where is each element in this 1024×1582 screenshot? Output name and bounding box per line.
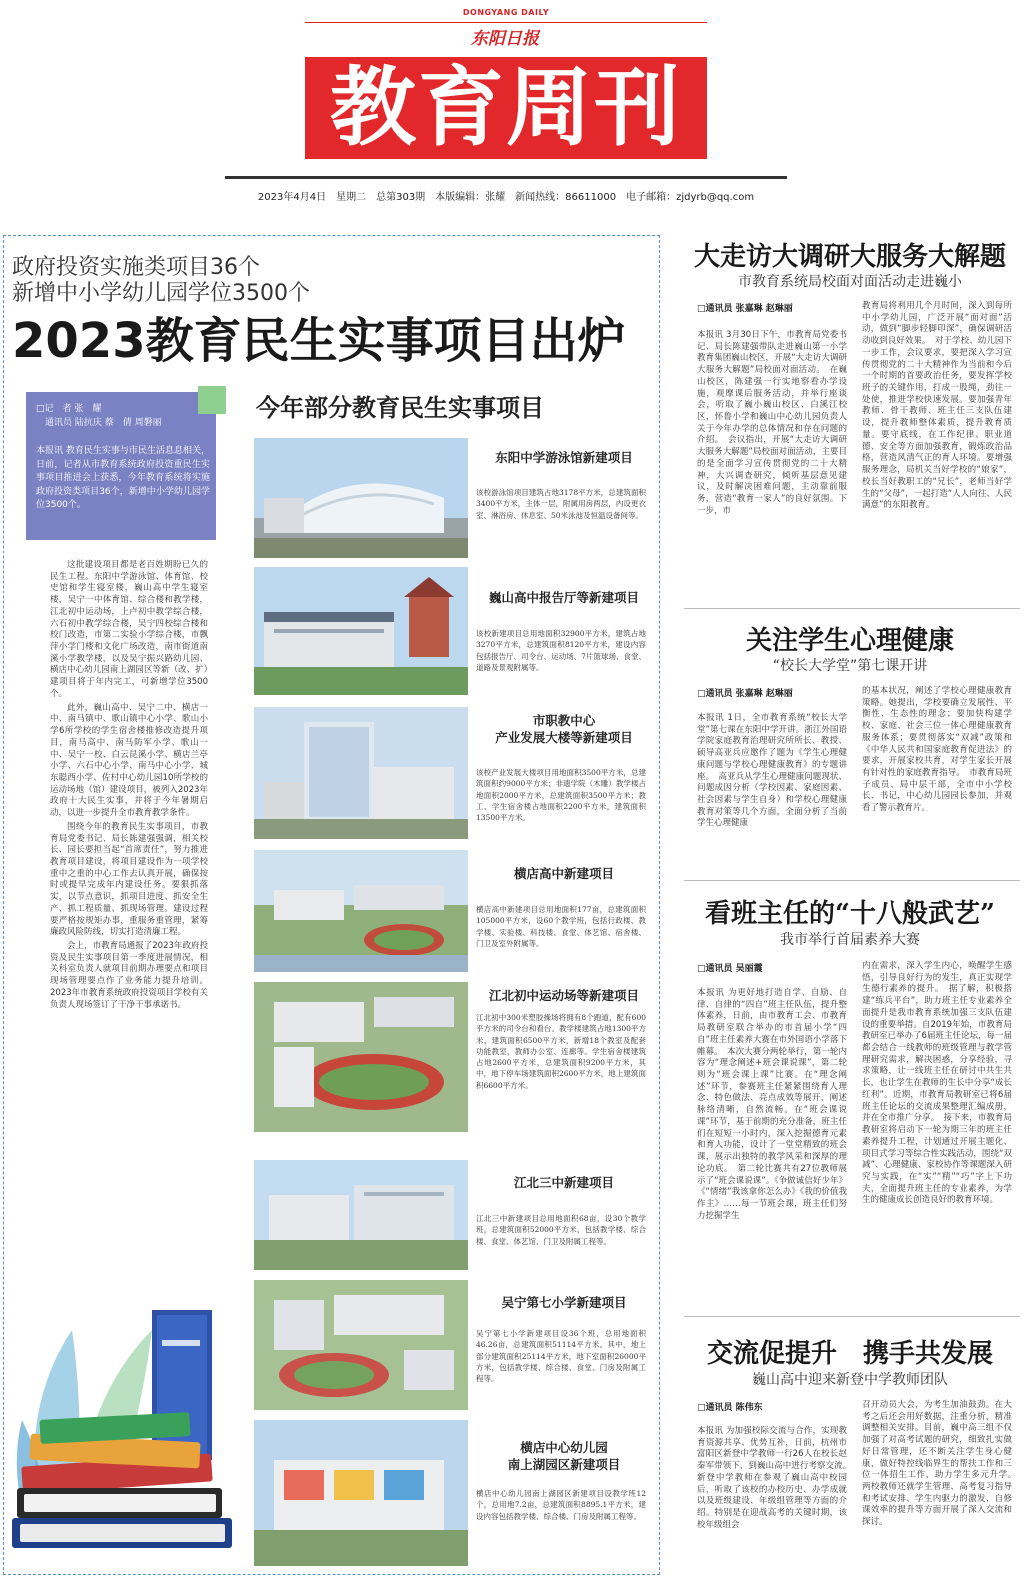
- project-2-title: 巍山高中报告厅等新建项目: [488, 590, 639, 605]
- projects-section-title: 今年部分教育民生实事项目: [256, 393, 544, 422]
- lead-subtitle-1: 政府投资实施类项目36个: [12, 255, 260, 280]
- lead-byline-reporter: □记 者 张 耀: [36, 404, 102, 414]
- story-3-column-1: 本报讯 1日，全市教育系统“校长大学堂”第七课在东阳中学开讲。浙江外国语学院家庭教育治理研究所所长、教授、硕导高亚兵应邀作了题为《学生心理健康问题与学校心理健康教育》的专题讲座。 高亚兵从学生心理健康问题现状、问题成因分析（学校因素、家庭因素、社会因素与学生自身）和学校心理健康教育对策等几个方面，全面分析了当前学生心理健康: [697, 713, 847, 829]
- project-4-description: 横店高中新建项目总用地面积177亩，总建筑面积105000平方米，设60个教学班，包括行政楼、教学楼、实验楼、科技楼、食堂、体艺馆、宿舍楼、门卫及室外附属等。: [476, 905, 646, 948]
- masthead-english-name: DONGYANG DAILY: [462, 8, 550, 17]
- story-4-column-2: 内在需求，深入学生内心，唤醒学生感悟，引导良好行为的发生，真正实现学生德行素养的提升。 据了解，积极搭建“练兵平台”，助力班主任专业素养全面提升是我市教育系统加强三支队伍建设的重要举措。自2019年始，市教育局教研室已举办了6届班主任论坛，每一届都会结合一线教师的班级管理与教学管理研究需求，解决困惑，分享经验，寻求策略，让一线班主任在研讨中共生共长，也让学生在教师的生长中分享“成长红利”。近期，市教育局教研室已将6届班主任论坛的交流成果整理汇编成册，并在全市推广分享。 接下来，市教育局教研室将启动下一轮为期三年的班主任素养提升工程，计划通过开展主题化、项目式学习等综合性实践活动，围绕“双减”、心理健康、家校协作等课题深入研究与实践，在“实”“精”“巧”字上下功夫，全面提升班主任的专业素养，为学生的健康成长创造良好的教育环境。: [862, 961, 1012, 1206]
- lead-body-paragraph-4: 会上，市教育局通报了2023年政府投资及民生实事项目第一季度进展情况，相关科室负责人就项目前期办理要点和项目现场管理要点作了业务能力提升培训。2023年市教育系统政府投资项目学校有关负责人现场签订了干净干事承诺书。: [50, 941, 208, 1010]
- project-6-description: 江北三中新建项目总用地面积68亩，设30个教学班，总建筑面积52000平方米，包括教学楼、综合楼、食堂、体艺馆、门卫及附属工程等。: [476, 1214, 646, 1246]
- project-7-rendering: [254, 1280, 468, 1410]
- story-2-separator: [684, 608, 1020, 609]
- story-2-headline: 大走访大调研大服务大解题: [693, 242, 1006, 272]
- lead-byline-correspondents: 通讯员 陆抗庆 蔡 倩 周磐丽: [36, 417, 162, 428]
- project-1-description: 该校游泳馆项目建筑占地3178平方米，总建筑面积3400平方米，主体一层，附属用房两层，内设更衣室、淋浴房、休息室、50米泳池及恒温设备间等。: [476, 488, 646, 520]
- project-8-title-text: 横店中心幼儿园 南上湖园区新建项目: [507, 1440, 621, 1472]
- project-3-title-text: 市职教中心 产业发展大楼等新建项目: [495, 713, 633, 745]
- story-3-column-2: 的基本状况，阐述了学校心理健康教育策略。她提出，学校要确立发展性、平衡性、生态性的理念；要加快构建学校、家庭、社会三位一体心理健康教育服务体系；要贯彻落实“双减”政策和《中华人民共和国家庭教育促进法》的要求，开展家校共育，对学生家长开展有针对性的家庭教育指导。 市教育局班子成员、局中层干部，全市中小学校长、书记，中心幼儿园园长参加，并观看了警示教育片。: [862, 686, 1012, 814]
- story-2-column-2: 教育局将利用几个月时间，深入到每所中小学幼儿园，广泛开展“面对面”活动，做到“脚步轻脚印深”，确保调研活动收到良好效果。 对于学校、幼儿园下一步工作，会议要求，要把深入学习宣传贯彻党的二十大精神作为当前和今后一个时期的首要政治任务，要发挥学校班子的关键作用，打成一股绳，劲往一处使，推进学校快速发展。要加强青年教师、骨干教师、班主任三支队伍建设，提升教师整体素质，提升教育质量。要守底线，在工作纪律、职业道德、安全等方面加强教育，锻炼政治品格，营造风清气正的育人环境。要增强服务理念，局机关当好学校的“娘家”，校长当好教职工的“兄长”，老师当好学生的“父母”，一起打造“人人向往、人民满意”的东阳教育。: [862, 301, 1012, 511]
- story-5-headline: 交流促提升 携手共发展: [706, 1339, 993, 1369]
- story-3-separator: [684, 880, 1020, 881]
- project-1-title: 东阳中学游泳馆新建项目: [495, 450, 633, 465]
- story-4-headline: 看班主任的“十八般武艺”: [705, 899, 995, 929]
- project-6-rendering: [254, 1160, 468, 1270]
- masthead-top-rule: [305, 22, 707, 23]
- story-4-separator: [684, 1316, 1020, 1317]
- story-4-subhead: 我市举行首届素养大赛: [780, 932, 920, 948]
- story-3-byline: □通讯员 张嘉琳 赵琳丽: [697, 689, 793, 699]
- lead-body: [50, 560, 208, 1011]
- story-3-headline: 关注学生心理健康: [745, 626, 954, 656]
- project-5-title: 江北初中运动场等新建项目: [488, 988, 639, 1003]
- story-5-column-2: 召开动员大会，为考生加油鼓劲。在大考之后还会用好数据，注重分析，精准调整相关安排。目前，巍中高三组不仅加强了对高考试题的研究，细致扎实做好日常管理，还不断关注学生身心健康，做好特控线临界生的帮扶工作和三位一体招生工作，助力学生多元升学。 两校教师还就学生管理、高考复习指导和考试安排、学生内驱力的激发、自修课效率的提升等方面开展了深入交流和探讨。: [862, 1400, 1021, 1528]
- project-3-rendering: [254, 707, 468, 839]
- story-2-byline: □通讯员 张嘉琳 赵琳丽: [697, 304, 793, 314]
- story-3-subhead: “校长大学堂”第七课开讲: [772, 658, 928, 674]
- issue-meta: 2023年4月4日 星期二 总第303期 本版编辑：张耀 新闻热线：86611000 电子邮箱：zjdyrb@qq.com: [257, 192, 755, 203]
- project-7-description: 吴宁第七小学新建项目设36个班，总用地面积46.26亩，总建筑面积51114平方米。其中，地上部分建筑面积25114平方米，地下室面积26000平方米，包括教学楼、综合楼、食堂、门房及附属工程等。: [476, 1329, 646, 1383]
- project-2-description: 该校新建项目总用地面积32900平方米，建筑占地3270平方米，总建筑面积8120平方米，建设内容包括报告厅、司令台、运动场、7片篮球场、食堂、道路及景观附属等。: [476, 629, 646, 672]
- project-8-title: [476, 1440, 652, 1474]
- project-7-title: 吴宁第七小学新建项目: [501, 1295, 627, 1310]
- lead-body-paragraph-1: 这批建设项目都是老百姓期盼已久的民生工程。东阳中学游泳馆、体育馆、校史馆和学生寝室楼，巍山高中学生寝室楼，吴宁一中体育馆、综合楼和教学楼，江北初中运动场，上卢初中教学综合楼，六石初中教学综合楼，吴宁四校综合楼和校门改造，市第二实验小学综合楼，市飘萍小学门楼和文化广场改造，南市街道南溪小学教学楼，以及吴宁振兴路幼儿园、横店中心幼儿园南上湖园区等新（改、扩）建项目将于年内完工，可新增学位3500个。: [50, 560, 208, 699]
- project-4-rendering: [254, 850, 468, 972]
- project-3-title: [476, 713, 652, 747]
- project-8-rendering: [254, 1420, 468, 1566]
- lead-headline: 2023教育民生实事项目出炉: [12, 313, 626, 369]
- lead-body-paragraph-2: 此外，巍山高中、吴宁二中、横店一中、南马镇中、歌山镇中心小学、歌山小学6所学校的学生宿舍楼推修改造提升项目，南马高中、南马防军小学、歌山一中、吴宁一校、白云昆溪小学、横店兰亭小学、六石中心小学、南马中心小学、城东聪西小学、佐村中心幼儿园10所学校的运动场地（馆）建设项目，被列入2023年政府十大民生实事，并将于今年暑期启动，以进一步提升全市教育教学条件。: [50, 702, 208, 819]
- books-illustration: [12, 1270, 242, 1560]
- lead-paragraph: 本报讯 教育民生实事与市民生活息息相关，日前，记者从市教育系统政府投资重民生实事项目推进会上获悉，今年教育系统将实施政府投资类项目36个，新增中小学幼儿园学位3500个。: [36, 446, 210, 510]
- story-5-byline: □通讯员 陈伟东: [697, 1403, 763, 1413]
- project-1-rendering: [254, 438, 468, 558]
- story-5-subhead: 巍山高中迎来新登中学教师团队: [752, 1372, 948, 1388]
- project-8-description: 横店中心幼儿园南上湖园区新建项目设教学班12个，总用地7.2亩，总建筑面积8895.1平方米，建设内容包括教学楼、综合楼、门房及附属工程等。: [476, 1489, 646, 1521]
- story-2-subhead: 市教育系统局校面对面活动走进巍小: [738, 274, 962, 290]
- masthead-bottom-rule: [225, 176, 787, 179]
- lead-body-paragraph-3: 围绕今年的教育民生实事项目，市教育局党委书记、局长陈建强强调，相关校长、园长要担当起“首席责任”，努力推进教育项目建设，将项目建设作为一项学校重中之重的中心工作去认真开展，确保按时或提早完成年内建设任务。要狠抓落实，以节点意识，抓项目进度、抓安全生产、抓工程质量、抓现场管理。建设过程要严格按规矩办事，重服务重管理，紧筹廉政风险防线，切实打造清廉工程。: [50, 821, 208, 938]
- story-2-column-1: 本报讯 3月30日下午，市教育局党委书记、局长陈建强带队走进巍山第一小学教育集团巍山校区，开展“大走访大调研大服务大解题”局校面对面活动。 在巍山校区，陈建强一行实地察看办学设施，观摩课后服务活动，并举行座谈会，听取了巍小巍山校区、白溪江校区，怀鲁小学和巍山中心幼儿园负责人关于今年办学的总体情况和存在问题的介绍。 会议指出，开展“大走访大调研大服务大解题”局校面对面活动，主要目的是全面学习宣传贯彻党的二十大精神，大兴调查研究，倾听基层意见建议，及时解决困难问题，主动靠前服务，营造“教育一家人”的良好氛围。下一步，市: [697, 330, 847, 516]
- story-5-column-1: 本报讯 为加强校际交流与合作，实现教育资源共享、优势互补，日前，杭州市富阳区新登中学教师一行26人在校长赵秦军带领下，到巍山高中进行考察交流。 新登中学教师在参观了巍山高中校园后，听取了该校的办校历史、办学成就以及班级建设、年级组管理等方面的介绍。特别是在迎战高考的关键时期，该校年级组会: [697, 1426, 856, 1530]
- masthead-title: 教育周刊: [330, 58, 682, 158]
- project-6-title: 江北三中新建项目: [513, 1175, 614, 1190]
- story-4-column-1: 本报讯 为更好地打造自学、自励、自律、自律的“四自”班主任队伍，提升整体素养，日前，由市教育工会、市教育局教研室联合举办的市首届小学“四自”班主任素养大赛在市外国语小学落下帷幕。 本次大赛分两轮举行，第一轮内容为“理念阐述+班会课说课”，第二轮则为“班会课上课”比赛。在“理念阐述”环节，参赛班主任紧紧围绕育人理念、特色做法、亮点成效等展开，阐述脉络清晰，自然流畅。在“班会课说课”环节，基于前期的充分准备，班主任们在短短一小时内，深入挖掘德育元素和育人功能，设计了一堂堂精致的班会课，展示出独特的教学风采和深厚的理论功底。 第二轮比赛共有27位教师展示了“班会课说课”。《争做诚信好少年》《“情绪”我该拿你怎么办》《我的价值我作主》……每一节班会课，班主任们努力挖掘学生: [697, 988, 847, 1221]
- masthead-chinese-name: 东阳日报: [471, 29, 539, 49]
- story-4-byline: □通讯员 吴丽霞: [697, 964, 763, 974]
- project-4-title: 横店高中新建项目: [513, 866, 614, 881]
- project-2-rendering: [254, 567, 468, 695]
- lead-byline: [36, 403, 211, 430]
- lead-subtitle-2: 新增中小学幼儿园学位3500个: [12, 281, 310, 306]
- project-5-description: 江北初中300米塑胶操场将拥有8个跑道，配有600平方米的司令台和看台。教学楼建筑占地1300平方米，建筑面积6500平方米，新增18个教室及配套功能教室，教师办公室、连廊等。学生宿舍楼建筑占地2600平方米，总建筑面积9200平方米，其中，地下停车场建筑面积2600平方米，地上建筑面积6600平方米。: [476, 1013, 646, 1090]
- project-5-rendering: [254, 982, 468, 1132]
- project-3-description: 该校产业发展大楼项目用地面积3500平方米，总建筑面积约9000平方米；非遗学院（木雕）教学楼占地面积2000平方米，总建筑面积3500平方米；教工、学生宿舍楼占地面积2200平方米，建筑面积13500平方米。: [476, 768, 646, 822]
